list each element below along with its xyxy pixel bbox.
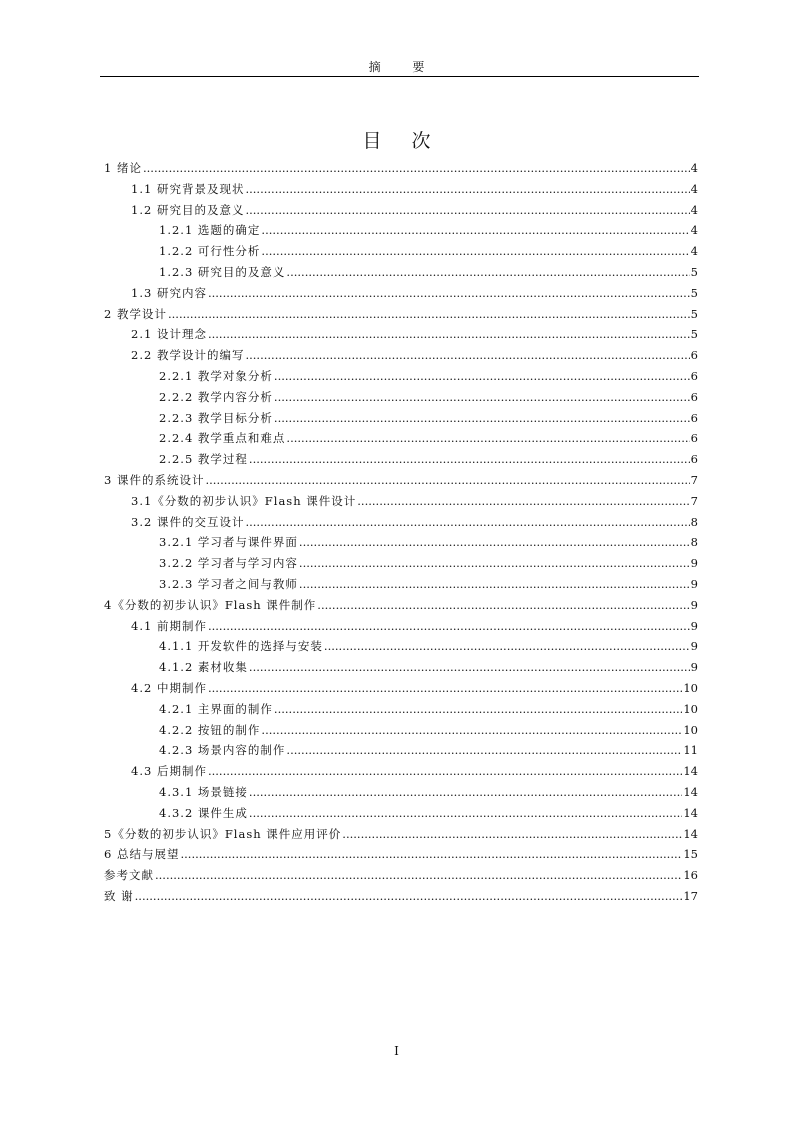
toc-entry-label: 1.2 研究目的及意义	[131, 202, 245, 217]
dot-leader	[299, 532, 690, 553]
toc-entry-label: 4.2 中期制作	[131, 680, 207, 695]
toc-entry[interactable]	[104, 678, 698, 699]
toc-entry-page: 9	[690, 597, 698, 612]
toc-entry[interactable]	[104, 512, 698, 533]
dot-leader	[299, 574, 690, 595]
toc-entry-page: 14	[683, 764, 698, 779]
toc-entry-page: 9	[690, 576, 698, 591]
toc-entry-page: 4	[690, 161, 698, 175]
toc-entry-label: 1 绪论	[104, 161, 142, 175]
toc-entry[interactable]	[104, 179, 698, 200]
toc-entry-page: 5	[690, 264, 698, 279]
toc-entry-page: 8	[690, 514, 698, 529]
dot-leader	[286, 428, 689, 449]
toc-entry-label: 2.2.1 教学对象分析	[159, 368, 273, 383]
toc-entry-label: 2.2 教学设计的编写	[131, 348, 245, 363]
dot-leader	[357, 491, 689, 512]
toc-entry-label: 参考文献	[104, 868, 154, 883]
toc-entry-page: 10	[683, 722, 698, 737]
toc-entry-page: 9	[690, 618, 698, 633]
toc-entry-page: 6	[690, 348, 698, 363]
dot-leader	[299, 553, 690, 574]
dot-leader	[261, 220, 689, 241]
dot-leader	[208, 678, 682, 699]
toc-entry-page: 6	[690, 431, 698, 446]
table-of-contents	[104, 158, 698, 907]
toc-entry-label: 2.2.3 教学目标分析	[159, 410, 273, 425]
toc-entry-page: 9	[690, 556, 698, 571]
dot-leader	[261, 241, 689, 262]
dot-leader	[208, 283, 690, 304]
toc-entry[interactable]	[104, 657, 698, 678]
dot-leader	[180, 844, 682, 865]
toc-entry-label: 3.1《分数的初步认识》Flash 课件设计	[131, 493, 357, 508]
toc-entry-label: 2.2.5 教学过程	[159, 452, 248, 467]
toc-entry-label: 1.1 研究背景及现状	[131, 181, 245, 196]
dot-leader	[249, 657, 690, 678]
toc-entry[interactable]	[104, 387, 698, 408]
toc-entry[interactable]	[104, 324, 698, 345]
toc-entry[interactable]	[104, 886, 698, 907]
toc-title: 目 次	[362, 130, 443, 152]
dot-leader	[245, 200, 689, 221]
dot-leader	[274, 699, 682, 720]
toc-entry[interactable]	[104, 470, 698, 491]
toc-entry-page: 8	[690, 535, 698, 550]
dot-leader	[274, 408, 690, 429]
toc-entry-page: 6	[690, 368, 698, 383]
toc-entry-page: 10	[683, 701, 698, 716]
toc-entry[interactable]	[104, 532, 698, 553]
toc-entry-page: 4	[690, 223, 698, 238]
toc-entry-page: 7	[690, 472, 698, 487]
dot-leader	[208, 324, 690, 345]
dot-leader	[342, 824, 682, 845]
toc-entry[interactable]	[104, 283, 698, 304]
toc-entry-page: 5	[690, 306, 698, 321]
toc-entry[interactable]	[104, 428, 698, 449]
toc-entry-page: 11	[683, 743, 698, 758]
toc-entry-page: 15	[683, 847, 698, 862]
toc-entry-label: 1.3 研究内容	[131, 285, 207, 300]
toc-entry-label: 2.2.2 教学内容分析	[159, 389, 273, 404]
dot-leader	[208, 761, 682, 782]
dot-leader	[205, 470, 689, 491]
toc-entry[interactable]	[104, 865, 698, 886]
toc-entry[interactable]	[104, 491, 698, 512]
toc-entry[interactable]	[104, 636, 698, 657]
toc-entry-label: 1.2.1 选题的确定	[159, 223, 261, 238]
toc-entry-page: 6	[690, 452, 698, 467]
toc-entry-label: 4.1.2 素材收集	[159, 660, 248, 675]
toc-entry-label: 1.2.2 可行性分析	[159, 244, 261, 259]
dot-leader	[135, 886, 683, 907]
toc-entry[interactable]	[104, 304, 698, 325]
toc-entry-page: 7	[690, 493, 698, 508]
toc-entry-label: 4.3 后期制作	[131, 764, 207, 779]
toc-entry-page: 5	[690, 327, 698, 342]
toc-entry-label: 4.3.2 课件生成	[159, 805, 248, 820]
toc-entry-page: 5	[690, 285, 698, 300]
toc-entry-page: 6	[690, 410, 698, 425]
toc-entry-page: 16	[683, 868, 698, 883]
toc-entry[interactable]	[104, 241, 698, 262]
dot-leader	[168, 304, 690, 325]
toc-entry[interactable]	[104, 824, 698, 845]
toc-entry[interactable]	[104, 345, 698, 366]
toc-entry-label: 2.2.4 教学重点和难点	[159, 431, 286, 446]
toc-entry[interactable]	[104, 844, 698, 865]
toc-entry-label: 4《分数的初步认识》Flash 课件制作	[104, 597, 317, 612]
toc-entry[interactable]	[104, 200, 698, 221]
toc-entry-label: 1.2.3 研究目的及意义	[159, 264, 286, 279]
toc-entry-label: 3.2.1 学习者与课件界面	[159, 535, 298, 550]
toc-entry-label: 致 谢	[104, 888, 134, 903]
toc-entry-label: 4.1 前期制作	[131, 618, 207, 633]
dot-leader	[274, 366, 690, 387]
toc-entry-label: 4.3.1 场景链接	[159, 784, 248, 799]
toc-entry-page: 9	[690, 639, 698, 654]
toc-entry-label: 4.2.2 按钮的制作	[159, 722, 261, 737]
toc-entry-page: 4	[690, 244, 698, 259]
toc-entry-label: 3.2.3 学习者之间与教师	[159, 576, 298, 591]
toc-entry[interactable]	[104, 699, 698, 720]
toc-entry[interactable]	[104, 408, 698, 429]
toc-entry[interactable]	[104, 616, 698, 637]
dot-leader	[324, 636, 690, 657]
dot-leader	[274, 387, 690, 408]
dot-leader	[155, 865, 682, 886]
toc-entry-label: 4.2.3 场景内容的制作	[159, 743, 286, 758]
dot-leader	[249, 782, 682, 803]
dot-leader	[249, 449, 690, 470]
toc-entry[interactable]	[104, 720, 698, 741]
toc-entry[interactable]	[104, 553, 698, 574]
toc-entry[interactable]	[104, 366, 698, 387]
toc-entry[interactable]	[104, 782, 698, 803]
toc-entry-page: 14	[683, 805, 698, 820]
dot-leader	[261, 720, 682, 741]
dot-leader	[245, 345, 689, 366]
toc-entry[interactable]	[104, 740, 698, 761]
header-rule	[100, 76, 699, 77]
toc-entry-page: 17	[683, 888, 698, 903]
toc-entry-page: 14	[683, 826, 698, 841]
toc-entry-label: 2.1 设计理念	[131, 327, 207, 342]
toc-entry[interactable]	[104, 220, 698, 241]
dot-leader	[286, 262, 689, 283]
toc-entry[interactable]	[104, 158, 698, 179]
toc-entry[interactable]	[104, 574, 698, 595]
dot-leader	[249, 803, 682, 824]
toc-entry[interactable]	[104, 262, 698, 283]
toc-entry-label: 3.2.2 学习者与学习内容	[159, 556, 298, 571]
dot-leader	[245, 179, 689, 200]
toc-entry-page: 10	[683, 680, 698, 695]
dot-leader	[317, 595, 689, 616]
toc-entry[interactable]	[104, 449, 698, 470]
toc-entry[interactable]	[104, 803, 698, 824]
page-number: I	[394, 1044, 399, 1058]
dot-leader	[143, 158, 690, 179]
toc-entry-page: 9	[690, 660, 698, 675]
toc-entry-page: 4	[690, 181, 698, 196]
toc-entry[interactable]	[104, 761, 698, 782]
toc-entry-label: 5《分数的初步认识》Flash 课件应用评价	[104, 826, 342, 841]
toc-entry-label: 3.2 课件的交互设计	[131, 514, 245, 529]
toc-entry-page: 6	[690, 389, 698, 404]
toc-entry-label: 3 课件的系统设计	[104, 472, 205, 487]
toc-entry-page: 14	[683, 784, 698, 799]
dot-leader	[208, 616, 690, 637]
toc-entry-page: 4	[690, 202, 698, 217]
toc-entry[interactable]	[104, 595, 698, 616]
toc-entry-label: 6 总结与展望	[104, 847, 180, 862]
toc-entry-label: 2 教学设计	[104, 306, 167, 321]
dot-leader	[245, 512, 689, 533]
running-header: 摘 要	[368, 60, 439, 74]
dot-leader	[286, 740, 682, 761]
toc-entry-label: 4.2.1 主界面的制作	[159, 701, 273, 716]
toc-entry-label: 4.1.1 开发软件的选择与安装	[159, 639, 323, 654]
